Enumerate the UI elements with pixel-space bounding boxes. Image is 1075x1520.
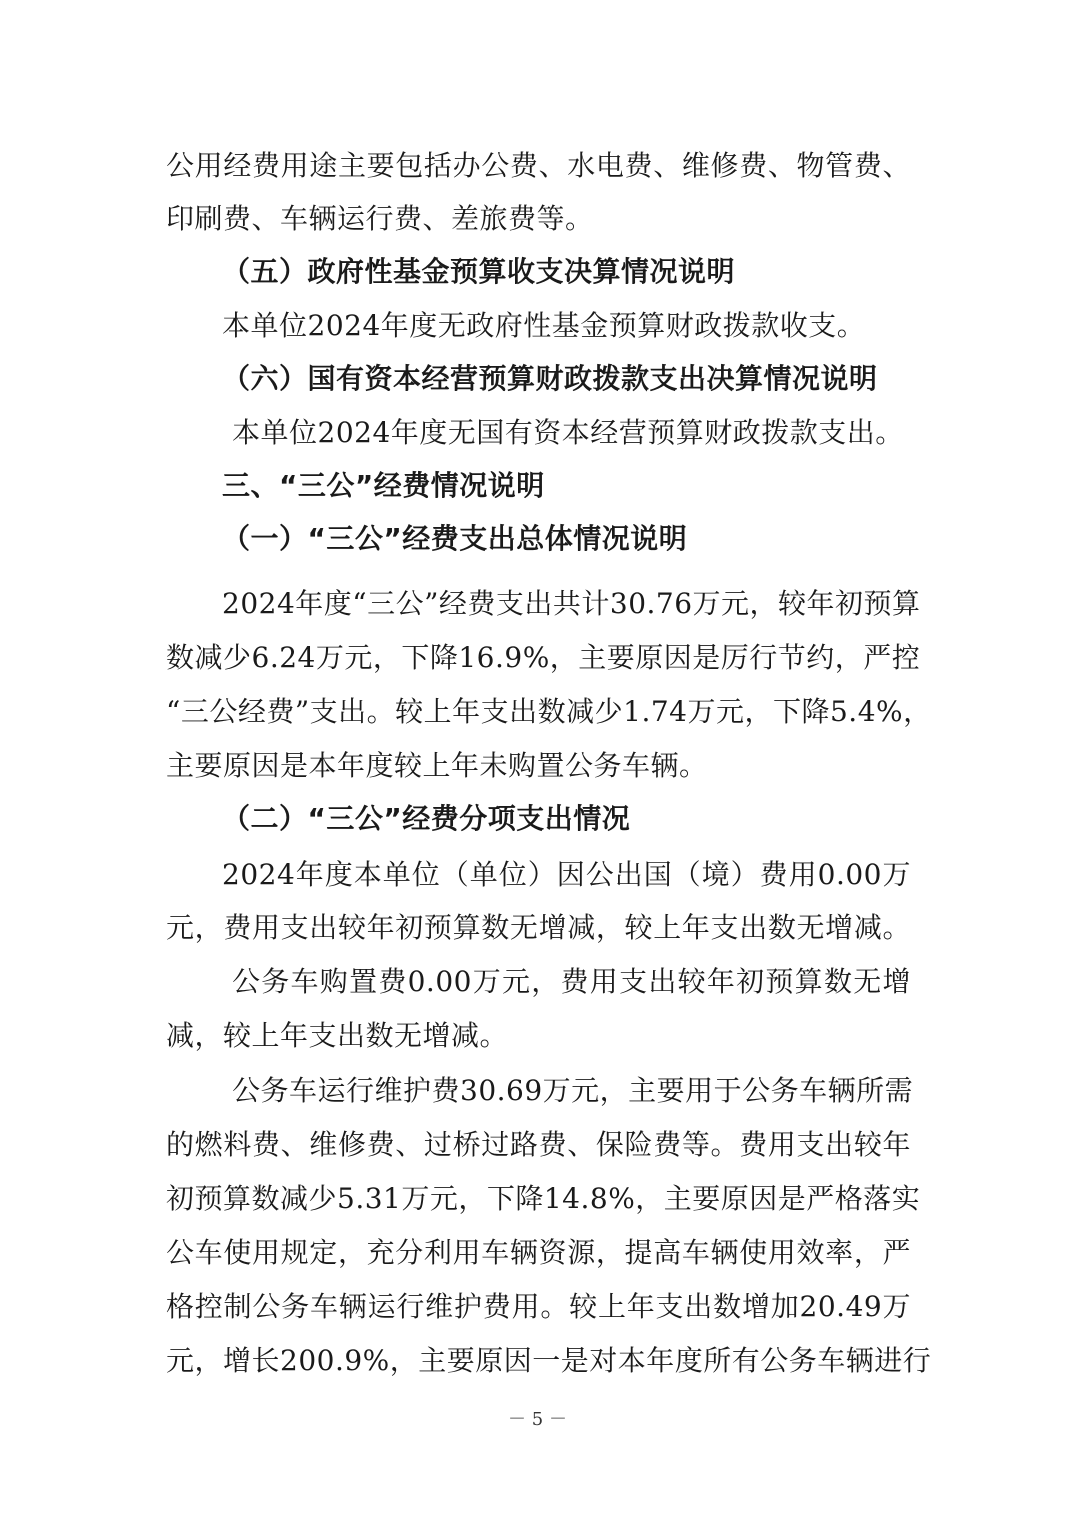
body-text-line: 2024年度本单位（单位）因公出国（境）费用0.00万	[222, 858, 911, 891]
body-text-line: 格控制公务车辆运行维护费用。较上年支出数增加20.49万	[166, 1290, 911, 1323]
body-text-line: 本单位2024年度无国有资本经营预算财政拨款支出。	[232, 416, 904, 449]
body-text-line: 的燃料费、维修费、过桥过路费、保险费等。费用支出较年	[166, 1128, 911, 1161]
body-text-line: 数减少6.24万元，下降16.9%，主要原因是厉行节约，严控	[166, 641, 921, 674]
section-heading-1: （一）“三公”经费支出总体情况说明	[222, 522, 688, 555]
body-text-line: 公车使用规定，充分利用车辆资源，提高车辆使用效率，严	[166, 1236, 911, 1269]
chapter-heading-3: 三、“三公”经费情况说明	[222, 469, 545, 502]
section-heading-2: （二）“三公”经费分项支出情况	[222, 802, 631, 835]
body-text-line: 初预算数减少5.31万元，下降14.8%，主要原因是严格落实	[166, 1182, 921, 1215]
body-text-line: 元，费用支出较年初预算数无增减，较上年支出数无增减。	[166, 911, 911, 944]
body-text-line: 公务车运行维护费30.69万元，主要用于公务车辆所需	[232, 1074, 914, 1107]
body-text-line: 减，较上年支出数无增减。	[166, 1019, 509, 1052]
section-heading-6: （六）国有资本经营预算财政拨款支出决算情况说明	[222, 362, 878, 395]
section-heading-5: （五）政府性基金预算收支决算情况说明	[222, 255, 736, 288]
body-text-line: 印刷费、车辆运行费、差旅费等。	[166, 202, 594, 235]
body-text-line: 公用经费用途主要包括办公费、水电费、维修费、物管费、	[166, 149, 911, 182]
body-text-line: 元，增长200.9%，主要原因一是对本年度所有公务车辆进行	[166, 1344, 932, 1377]
page-number: － 5 －	[508, 1409, 567, 1430]
body-text-line: 公务车购置费0.00万元，费用支出较年初预算数无增	[232, 965, 911, 998]
body-text-line: “三公经费”支出。较上年支出数减少1.74万元，下降5.4%，	[166, 695, 932, 728]
body-text-line: 2024年度“三公”经费支出共计30.76万元，较年初预算	[222, 587, 921, 620]
body-text-line: 主要原因是本年度较上年未购置公务车辆。	[166, 749, 708, 782]
body-text-line: 本单位2024年度无政府性基金预算财政拨款收支。	[222, 309, 866, 342]
